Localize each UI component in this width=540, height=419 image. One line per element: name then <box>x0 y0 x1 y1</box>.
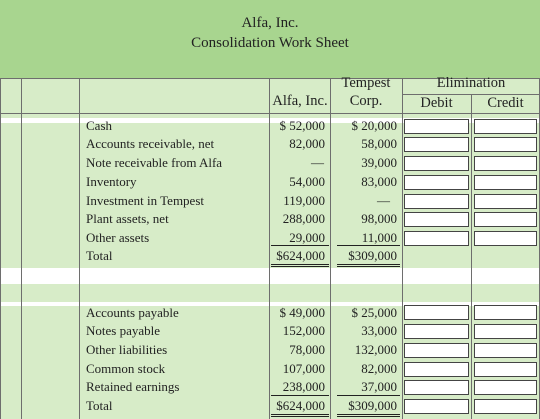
total-underline <box>337 245 400 246</box>
row-label-total-assets: Total <box>86 248 113 263</box>
row-label-cash: Cash <box>86 118 112 133</box>
tempest-value: 83,000 <box>361 174 397 189</box>
double-underline <box>337 266 400 267</box>
worksheet-grid <box>0 75 540 419</box>
double-underline <box>271 266 329 267</box>
double-underline <box>271 264 329 265</box>
debit-entry-box[interactable] <box>404 175 469 190</box>
tempest-value: $309,000 <box>348 398 397 413</box>
debit-entry-box[interactable] <box>404 231 469 246</box>
tempest-value: 11,000 <box>361 230 397 245</box>
total-underline <box>271 245 329 246</box>
alfa-value: $ 52,000 <box>279 118 325 133</box>
debit-entry-box[interactable] <box>404 119 469 134</box>
alfa-value: 29,000 <box>289 230 325 245</box>
tempest-value: — <box>377 193 390 208</box>
double-underline <box>337 416 400 417</box>
tempest-value: 37,000 <box>361 379 397 394</box>
double-underline <box>271 414 329 415</box>
debit-entry-box[interactable] <box>404 380 469 395</box>
tempest-value: $309,000 <box>348 248 397 263</box>
row-label-common-stock: Common stock <box>86 361 166 376</box>
credit-entry-box[interactable] <box>474 324 537 339</box>
row-label-inventory: Inventory <box>86 174 137 189</box>
debit-entry-box[interactable] <box>404 362 469 377</box>
debit-entry-box[interactable] <box>404 324 469 339</box>
col-elimination-header: Elimination <box>436 75 506 91</box>
alfa-value: 82,000 <box>289 136 325 151</box>
worksheet-subtitle: Consolidation Work Sheet <box>191 35 349 51</box>
debit-entry-box[interactable] <box>404 212 469 227</box>
col-tempest-header-2: Corp. <box>349 93 383 109</box>
alfa-value: 78,000 <box>289 342 325 357</box>
alfa-value: 288,000 <box>282 211 325 226</box>
alfa-value: $624,000 <box>276 248 325 263</box>
tempest-value: $ 20,000 <box>351 118 397 133</box>
tempest-value: 98,000 <box>361 211 397 226</box>
credit-entry-box[interactable] <box>474 156 537 171</box>
col-debit-header: Debit <box>420 95 453 111</box>
alfa-value: 54,000 <box>289 174 325 189</box>
row-label-total-liabilities: Total <box>86 398 113 413</box>
alfa-value: $624,000 <box>276 398 325 413</box>
col-alfa-header: Alfa, Inc. <box>272 93 328 109</box>
double-underline <box>271 416 329 417</box>
credit-entry-box[interactable] <box>474 399 537 414</box>
alfa-value: 152,000 <box>282 323 325 338</box>
alfa-value: 107,000 <box>282 361 325 376</box>
debit-entry-box[interactable] <box>404 305 469 320</box>
alfa-value: 119,000 <box>283 193 325 208</box>
row-label-accounts-payable: Accounts payable <box>86 305 179 320</box>
debit-entry-box[interactable] <box>404 399 469 414</box>
credit-entry-box[interactable] <box>474 212 537 227</box>
credit-entry-box[interactable] <box>474 194 537 209</box>
credit-entry-box[interactable] <box>474 343 537 358</box>
credit-entry-box[interactable] <box>474 119 537 134</box>
row-label-other-assets: Other assets <box>86 230 150 245</box>
worksheet-header <box>0 0 540 78</box>
credit-entry-box[interactable] <box>474 175 537 190</box>
col-credit-header: Credit <box>487 95 524 111</box>
tempest-value: $ 25,000 <box>351 305 397 320</box>
row-label-notes-payable: Notes payable <box>86 323 161 338</box>
credit-entry-box[interactable] <box>474 362 537 377</box>
row-label-other-liabilities: Other liabilities <box>86 342 168 357</box>
credit-entry-box[interactable] <box>474 231 537 246</box>
tempest-value: 82,000 <box>361 361 397 376</box>
credit-entry-box[interactable] <box>474 305 537 320</box>
debit-entry-box[interactable] <box>404 137 469 152</box>
credit-entry-box[interactable] <box>474 380 537 395</box>
double-underline <box>337 264 400 265</box>
debit-entry-box[interactable] <box>404 194 469 209</box>
row-label-note-receivable: Note receivable from Alfa <box>86 155 223 170</box>
tempest-value: 33,000 <box>361 323 397 338</box>
total-underline <box>337 395 400 396</box>
alfa-value: 238,000 <box>282 379 325 394</box>
col-tempest-header-1: Tempest <box>341 75 391 91</box>
total-underline <box>271 395 329 396</box>
double-underline <box>337 414 400 415</box>
alfa-value: $ 49,000 <box>279 305 325 320</box>
row-label-retained-earnings: Retained earnings <box>86 379 180 394</box>
credit-entry-box[interactable] <box>474 137 537 152</box>
debit-entry-box[interactable] <box>404 156 469 171</box>
row-label-investment: Investment in Tempest <box>86 193 204 208</box>
tempest-value: 39,000 <box>361 155 397 170</box>
tempest-value: 132,000 <box>354 342 397 357</box>
tempest-value: 58,000 <box>361 136 397 151</box>
company-title: Alfa, Inc. <box>241 15 299 31</box>
alfa-value: — <box>311 155 324 170</box>
band-middle <box>0 268 540 284</box>
debit-entry-box[interactable] <box>404 343 469 358</box>
row-label-plant-assets: Plant assets, net <box>86 211 169 226</box>
row-label-accounts-receivable: Accounts receivable, net <box>86 136 215 151</box>
